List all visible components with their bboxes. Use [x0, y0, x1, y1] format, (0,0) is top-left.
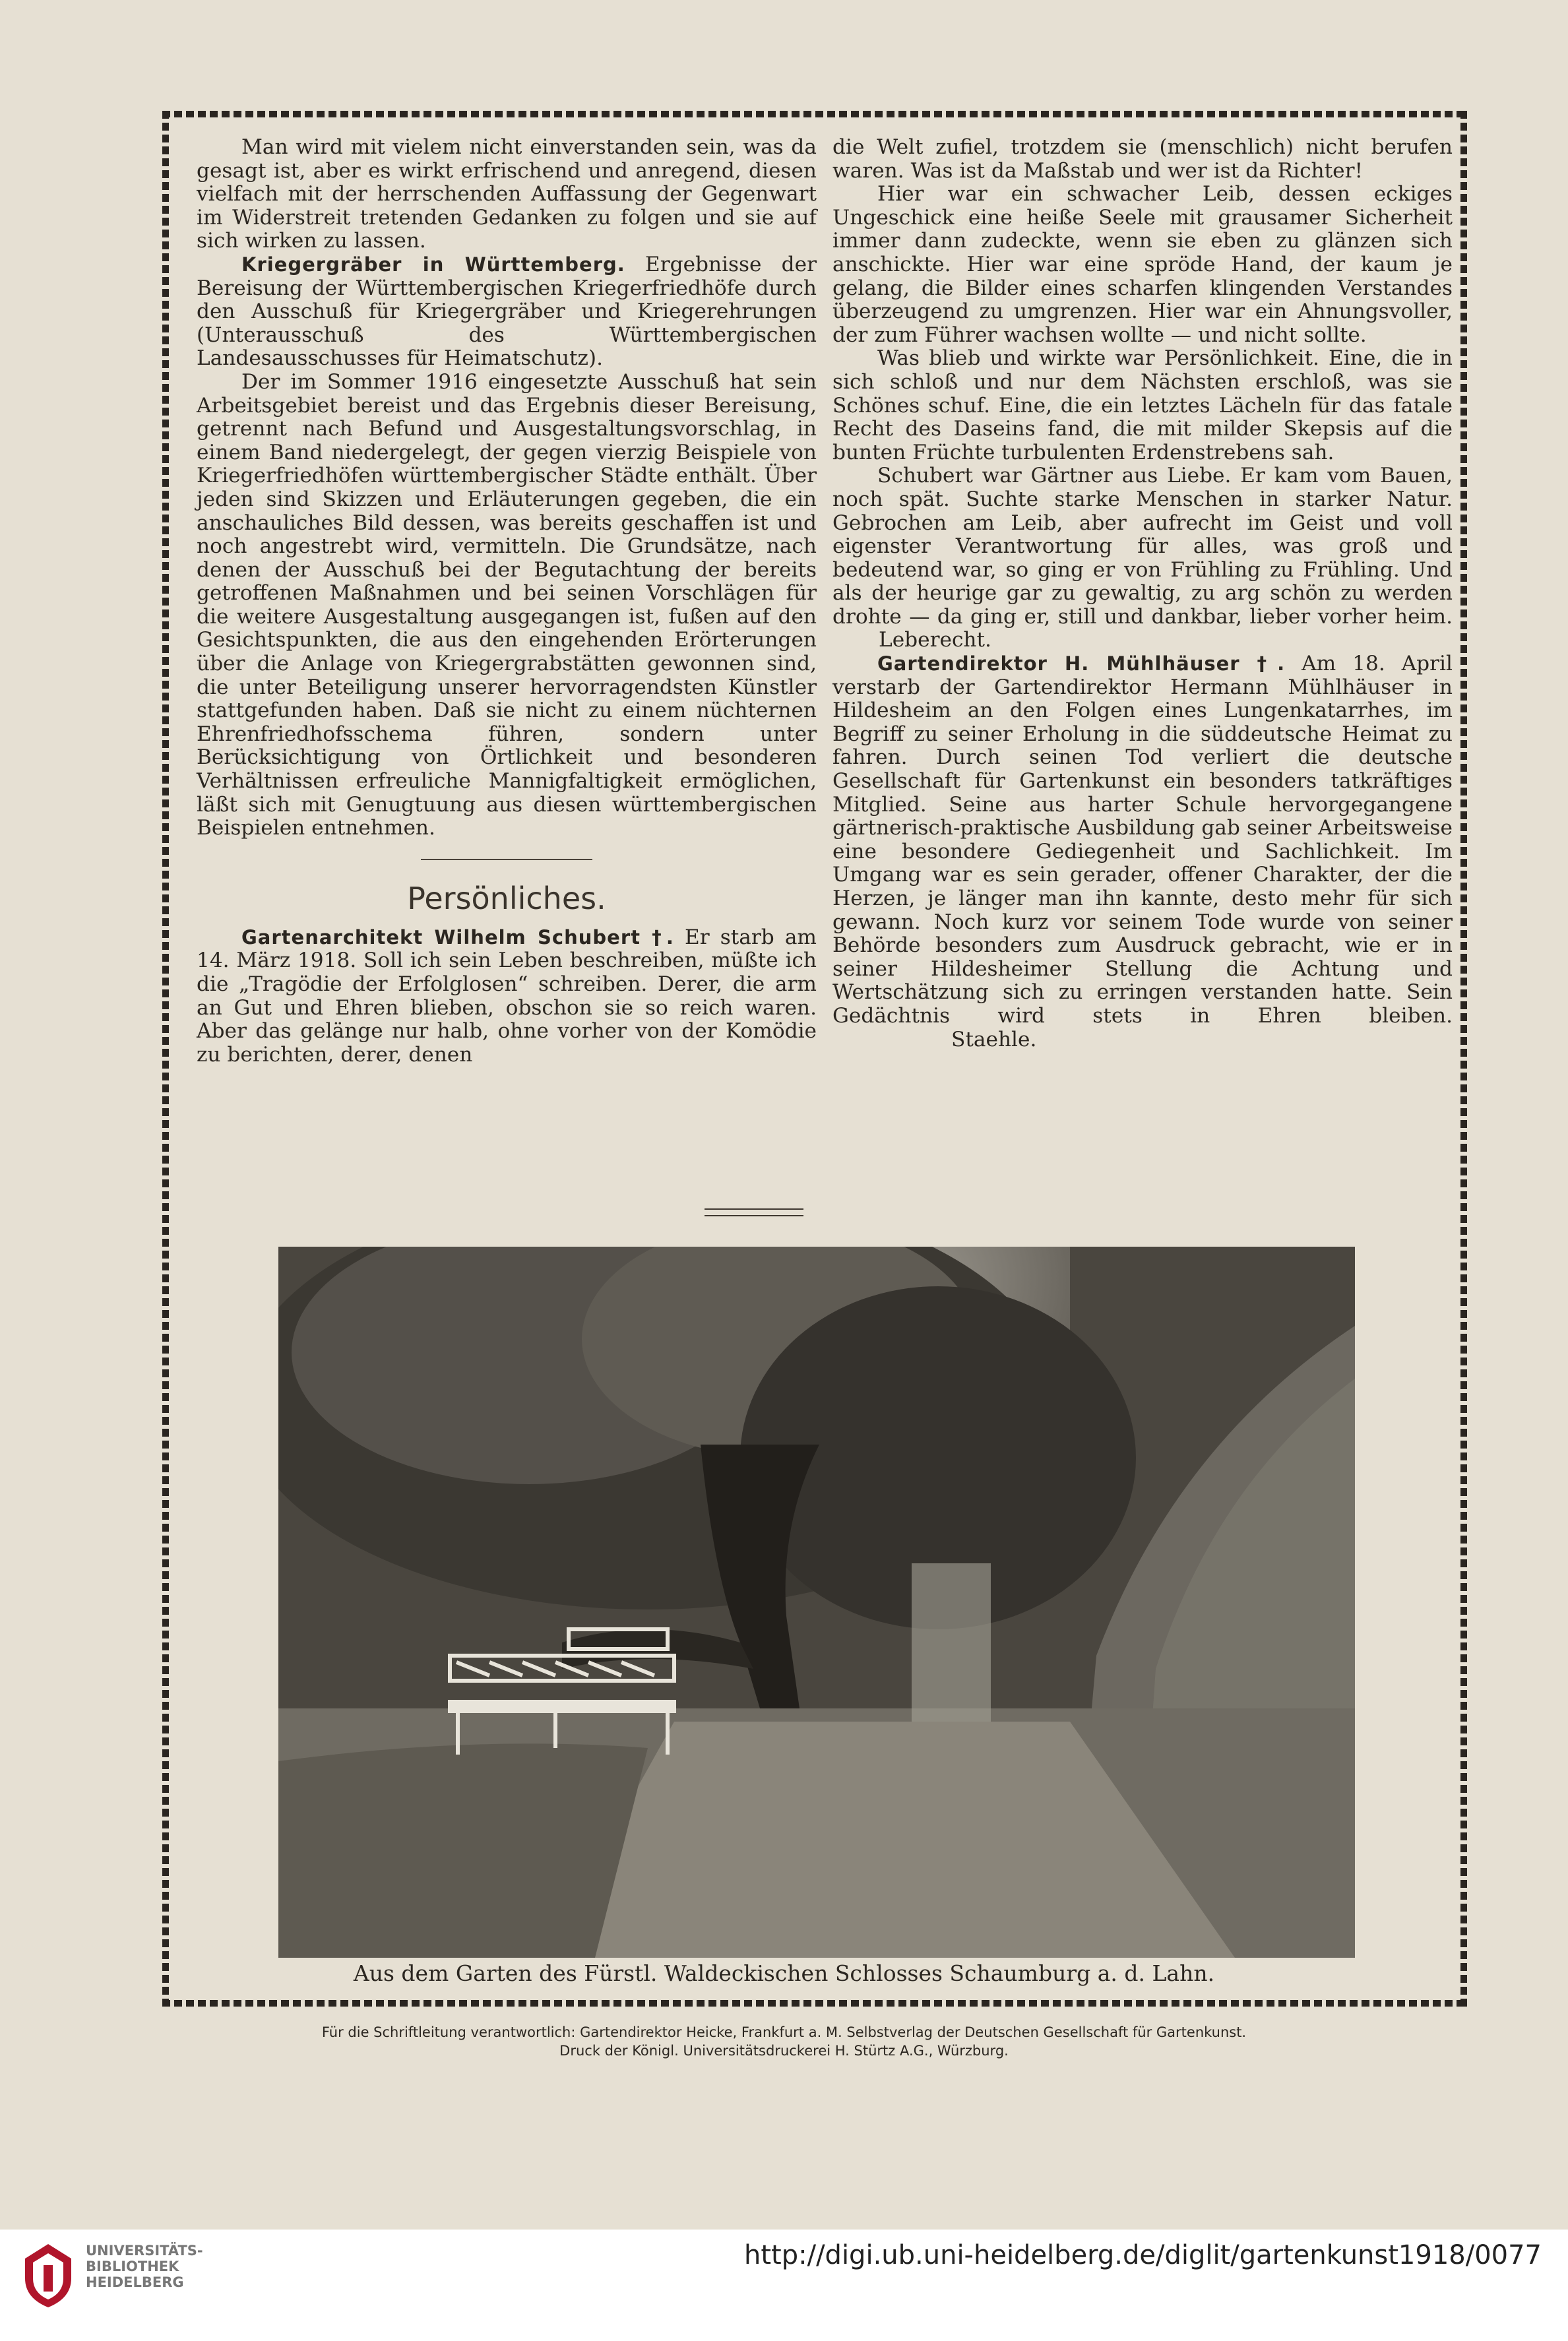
muehlhaeuser-text: Am 18. April verstarb der Gartendirektor Hermann Mühlhäuser in Hildesheim an den Folgen eines Lungenkatarrhes, im Begriff zu seiner Erholung in die süddeutsche Heimat zu fahren. Durch seinen Tod verliert die deutsche Gesellschaft für Gartenkunst ein besonders tatkräftiges Mitglied. Seine aus harter Schule hervorgegangene gärtnerisch-praktische Ausbildung gab seiner Arbeitsweise eine besondere Gediegenheit und Sachlichkeit. Im Umgang war es sein gerader, offener Charakter, der die Herzen, je länger man ihn kannte, desto mehr für sich gewann. Noch kurz vor seinem Tode wurde von seiner Behörde besonders zum Ausdruck gebracht, wie er in seiner Hildesheimer Stellung die Achtung und Wertschätzung sich zu erringen verstanden hatte. Sein Gedächtnis wird stets in Ehren bleiben. — [832, 652, 1453, 1028]
gaertner-text: Schubert war Gärtner aus Liebe. Er kam vom Bauen, noch spät. Suchte starke Menschen in starker Natur. Gebrochen am Leib, aber aufrecht im Geist und voll eigenster Verantwortung für alles, was groß und bedeutend war, so ging er von Frühling zu Frühling. Und als der heurige gar zu gewaltig, zu arg schön zu werden drohte — da ging er, still und dankbar, lieber vorher heim. — [832, 464, 1453, 629]
frame-left-border — [162, 111, 169, 2007]
frame-top-border — [162, 111, 1467, 117]
signature-staehle: Staehle. — [951, 1027, 1037, 1051]
closing-rule-top — [705, 1208, 803, 1210]
paragraph-kriegergraeber — [197, 253, 817, 371]
paragraph-leib: Hier war ein schwacher Leib, dessen eckiges Ungeschick eine heiße Seele mit grausamer Sicherheit immer dann zudeckte, wenn sie eben zu glänzen sich anschickte. Hier war eine spröde Hand, der kaum je gelang, die Bilder eines scharfen klingenden Verstandes überzeugend zu umgrenzen. Hier war ein Ahnungsvoller, der zum Führer wachsen wollte — und nicht sollte. — [832, 182, 1453, 347]
section-heading-persoenliches: Persönliches. — [407, 880, 606, 916]
imprint-line-2: Druck der Königl. Universitätsdruckerei H. Stürtz A.G., Würzburg. — [559, 2043, 1009, 2059]
library-logo-icon — [18, 2239, 78, 2311]
paragraph-schubert — [197, 926, 817, 1067]
schubert-text: Er starb am 14. März 1918. Soll ich sein Leben beschreiben, müßte ich die „Tragödie der Erfolglosen“ schreiben. Derer, die arm an Gut und Ehren blieben, obschon sie so reich waren. Aber das gelänge nur halb, ohne vorher von der Komödie zu berichten, derer, denen — [197, 925, 817, 1067]
paragraph-continuation: die Welt zufiel, trotzdem sie (menschlich) nicht berufen waren. Was ist da Maßstab und wer ist da Richter! — [832, 135, 1453, 183]
imprint-line-1: Für die Schriftleitung verantwortlich: Gartendirektor Heicke, Frankfurt a. M. Selbstverlag der Deutschen Gesellschaft für Gartenkunst. — [321, 2024, 1247, 2040]
kriegergraeber-text: Ergebnisse der Bereisung der Württembergischen Kriegerfriedhöfe durch den Ausschuß für Kriegergräber und Kriegerehrungen (Unterausschuß des Württembergischen Landesausschusses für Heimatschutz). — [197, 252, 817, 371]
paragraph-gaertner — [832, 464, 1453, 652]
imprint-footer — [0, 2023, 1568, 2060]
library-name-line-3: HEIDELBERG — [86, 2274, 184, 2290]
frame-right-border — [1460, 111, 1467, 2007]
muehlhaeuser-heading: Gartendirektor H. Mühlhäuser †. — [877, 652, 1286, 675]
right-column — [832, 136, 1453, 1051]
paragraph-ausschuss: Der im Sommer 1916 eingesetzte Ausschuß hat sein Arbeitsgebiet bereist und das Ergebnis dieser Bereisung, getrennt nach Befund und Ausgestaltungsvorschlag, in einem Band niedergelegt, der gegen vierzig Beispiele von Kriegerfriedhöfen württembergischer Städte enthält. Über jeden sind Skizzen und Erläuterungen gegeben, die ein anschauliches Bild dessen, was bereits geschaffen ist und noch angestrebt wird, vermitteln. Die Grundsätze, nach denen der Ausschuß bei der Begutachtung der bereits getroffenen Maßnahmen und bei seinen Vorschlägen für die weitere Ausgestaltung ausgegangen ist, fußen auf den Gesichtspunkten, die aus den eingehenden Erörterungen über die Anlage von Kriegergrabstätten gewonnen sind, die unter Beteiligung unserer hervorragendsten Künstler stattgefunden haben. Daß sie nicht zu einem nüchternen Ehrenfriedhofsschema führen, sondern unter Berücksichtigung von Örtlichkeit und besonderen Verhältnissen erfreuliche Mannigfaltigkeit ermöglichen, läßt sich mit Genugtuung aus diesen württembergischen Beispielen entnehmen. — [197, 369, 817, 840]
paragraph-persoenlichkeit: Was blieb und wirkte war Persönlichkeit. Eine, die in sich schloß und nur dem Nächsten erschloß, was sie Schönes schuf. Eine, die ein letztes Lächeln für das fatale Recht des Daseins fand, die mit milder Skepsis auf die bunten Früchte turbulenten Erdenstrebens sah. — [832, 346, 1453, 464]
kriegergraeber-heading: Kriegergräber in Württemberg. — [241, 253, 625, 276]
paragraph-intro: Man wird mit vielem nicht einverstanden sein, was da gesagt ist, aber es wirkt erfrischend und anregend, diesen vielfach mit der herrschenden Auffassung der Gegenwart im Widerstreit tretenden Gedanken zu folgen und sie auf sich wirken zu lassen. — [197, 135, 817, 253]
closing-rule-bottom — [705, 1215, 803, 1216]
paragraph-muehlhaeuser — [832, 652, 1453, 1051]
library-name-line-2: BIBLIOTHEK — [86, 2259, 179, 2274]
signature-leberecht: Leberecht. — [879, 628, 991, 652]
frame-bottom-border — [162, 2000, 1467, 2007]
source-url-link[interactable]: http://digi.ub.uni-heidelberg.de/diglit/gartenkunst1918/0077 — [744, 2240, 1542, 2270]
schubert-heading: Gartenarchitekt Wilhelm Schubert †. — [241, 925, 674, 949]
garden-photo-illustration — [278, 1247, 1355, 1958]
section-divider — [421, 859, 592, 860]
garden-photograph — [278, 1247, 1355, 1958]
left-column — [197, 136, 817, 1067]
library-name-line-1: UNIVERSITÄTS- — [86, 2243, 203, 2259]
photo-caption: Aus dem Garten des Fürstl. Waldeckischen Schlosses Schaumburg a. d. Lahn. — [353, 1960, 1215, 1986]
library-name — [86, 2243, 203, 2290]
